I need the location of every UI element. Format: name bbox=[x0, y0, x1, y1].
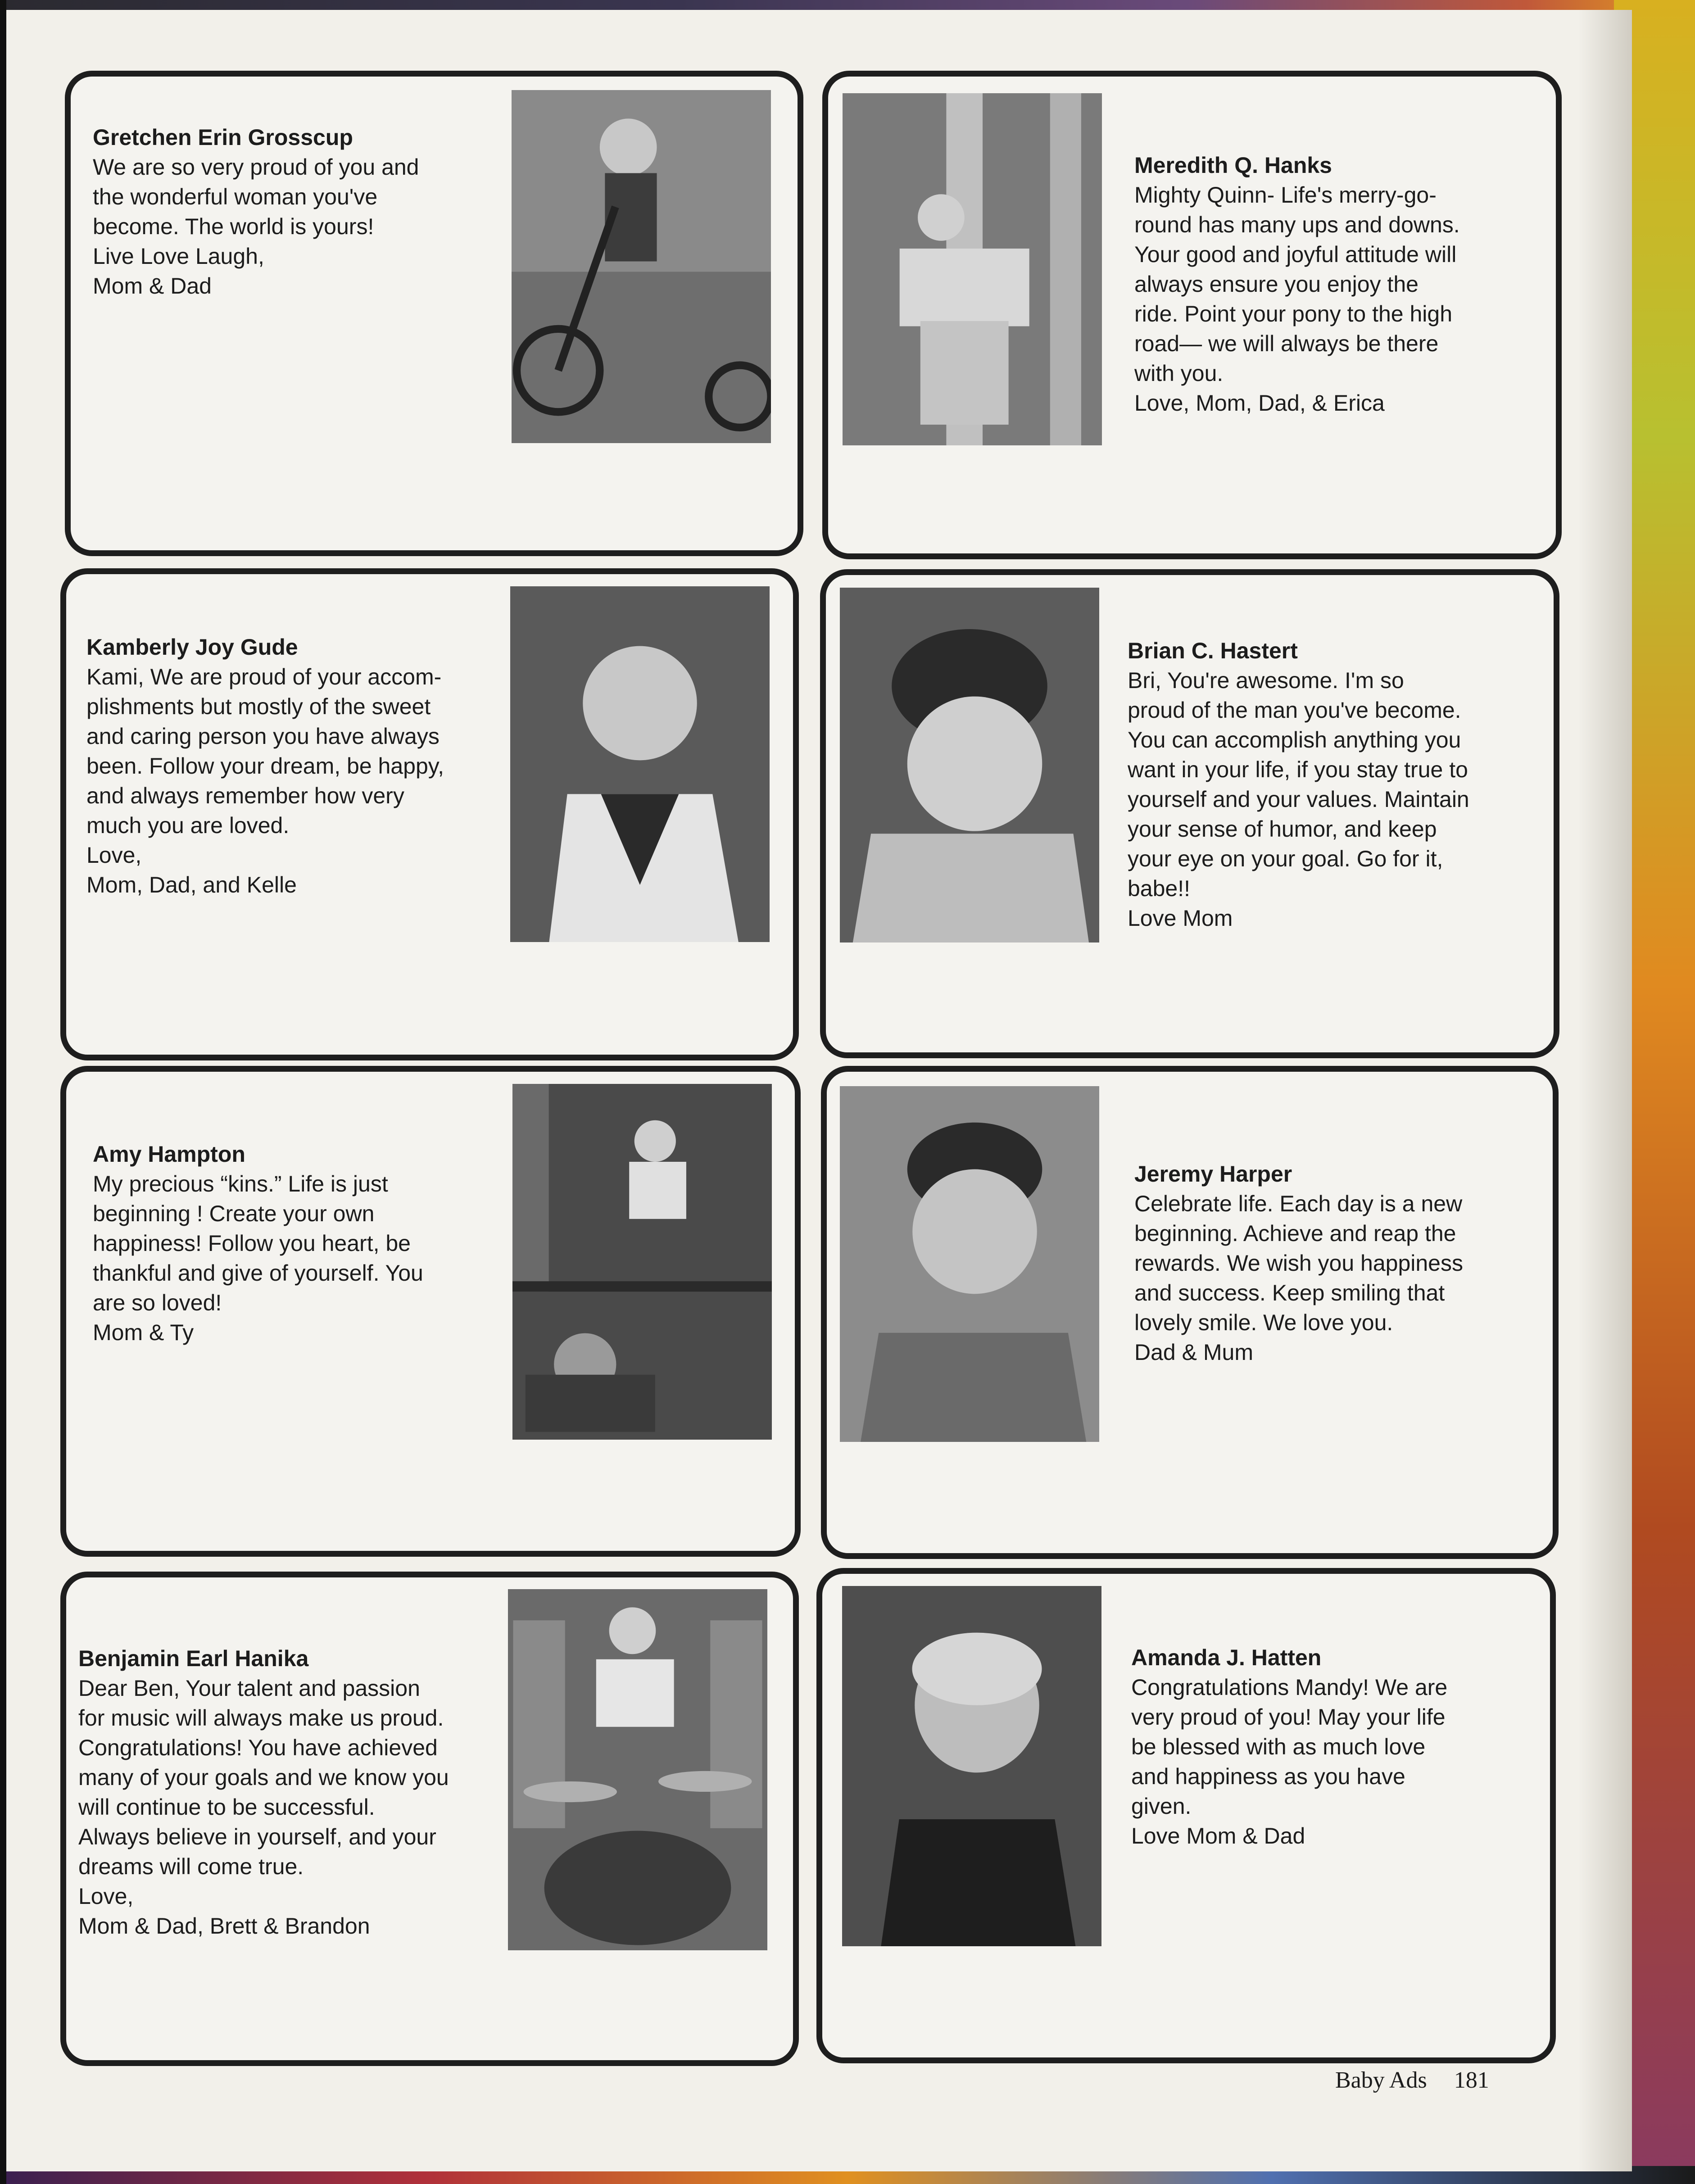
baby-ad-name: Kamberly Joy Gude bbox=[86, 634, 298, 660]
page-edge-left bbox=[0, 0, 6, 2184]
baby-ad-message: Jeremy Harper Celebrate life. Each day is a new beginning. Achieve and reap the rewards. We wish you happiness and success. Keep smiling that lovely smile. We love you. Dad & Mum bbox=[1134, 1159, 1463, 1367]
baby-photo bbox=[510, 586, 770, 942]
page-number: 181 bbox=[1454, 2067, 1489, 2093]
baby-photo bbox=[843, 93, 1102, 445]
baby-ad-message: Brian C. Hastert Bri, You're awesome. I'm so proud of the man you've become. You can accomplish anything you want in your life, if you stay true to yourself and your values. Maintain your sense of humor, and keep your eye on your goal. Go for it, babe!! Love Mom bbox=[1128, 636, 1469, 933]
baby-ad-message: Meredith Q. Hanks Mighty Quinn- Life's merry-go- round has many ups and downs. Your good and joyful attitude will always ensure you enjoy the ride. Point your pony to the high road— we will always be there with you. Love, Mom, Dad, & Erica bbox=[1134, 150, 1460, 418]
baby-photo bbox=[840, 588, 1099, 942]
baby-ad-name: Jeremy Harper bbox=[1134, 1161, 1292, 1187]
baby-photo bbox=[508, 1589, 767, 1950]
baby-ad-name: Meredith Q. Hanks bbox=[1134, 153, 1332, 178]
baby-ad-message: Amanda J. Hatten Congratulations Mandy! We are very proud of you! May your life be blessed with as much love and happiness as you have given. Love Mom & Dad bbox=[1131, 1643, 1447, 1851]
baby-ad-message: Gretchen Erin Grosscup We are so very proud of you and the wonderful woman you've become. The world is yours! Live Love Laugh, Mom & Dad bbox=[93, 122, 419, 301]
yearbook-page bbox=[6, 10, 1632, 2171]
baby-ad-name: Amanda J. Hatten bbox=[1131, 1645, 1322, 1670]
baby-photo bbox=[512, 1084, 772, 1440]
baby-ad-message: Benjamin Earl Hanika Dear Ben, Your talent and passion for music will always make us proud. Congratulations! You have achieved many of your goals and we know you will continue to be successful. Always believe in yourself, and your dreams will come true. Love, Mom & Dad, Brett & Brandon bbox=[78, 1644, 449, 1941]
baby-ad-name: Brian C. Hastert bbox=[1128, 638, 1298, 663]
baby-photo bbox=[840, 1086, 1099, 1442]
page-footer bbox=[1335, 2067, 1489, 2093]
section-title: Baby Ads bbox=[1335, 2067, 1427, 2093]
baby-ad-name: Amy Hampton bbox=[93, 1142, 245, 1167]
baby-photo bbox=[842, 1586, 1101, 1946]
page-curl-shadow bbox=[1578, 10, 1632, 2171]
baby-photo bbox=[512, 90, 771, 443]
baby-ad-message: Kamberly Joy Gude Kami, We are proud of your accom- plishments but mostly of the sweet and caring person you have always been. Follow your dream, be happy, and always remember how very much you are loved. Love, Mom, Dad, and Kelle bbox=[86, 632, 444, 900]
baby-ad-message: Amy Hampton My precious “kins.” Life is just beginning ! Create your own happiness! Follow you heart, be thankful and give of yourself. You are so loved! Mom & Ty bbox=[93, 1139, 423, 1347]
baby-ad-name: Gretchen Erin Grosscup bbox=[93, 125, 353, 150]
baby-ad-name: Benjamin Earl Hanika bbox=[78, 1646, 309, 1671]
